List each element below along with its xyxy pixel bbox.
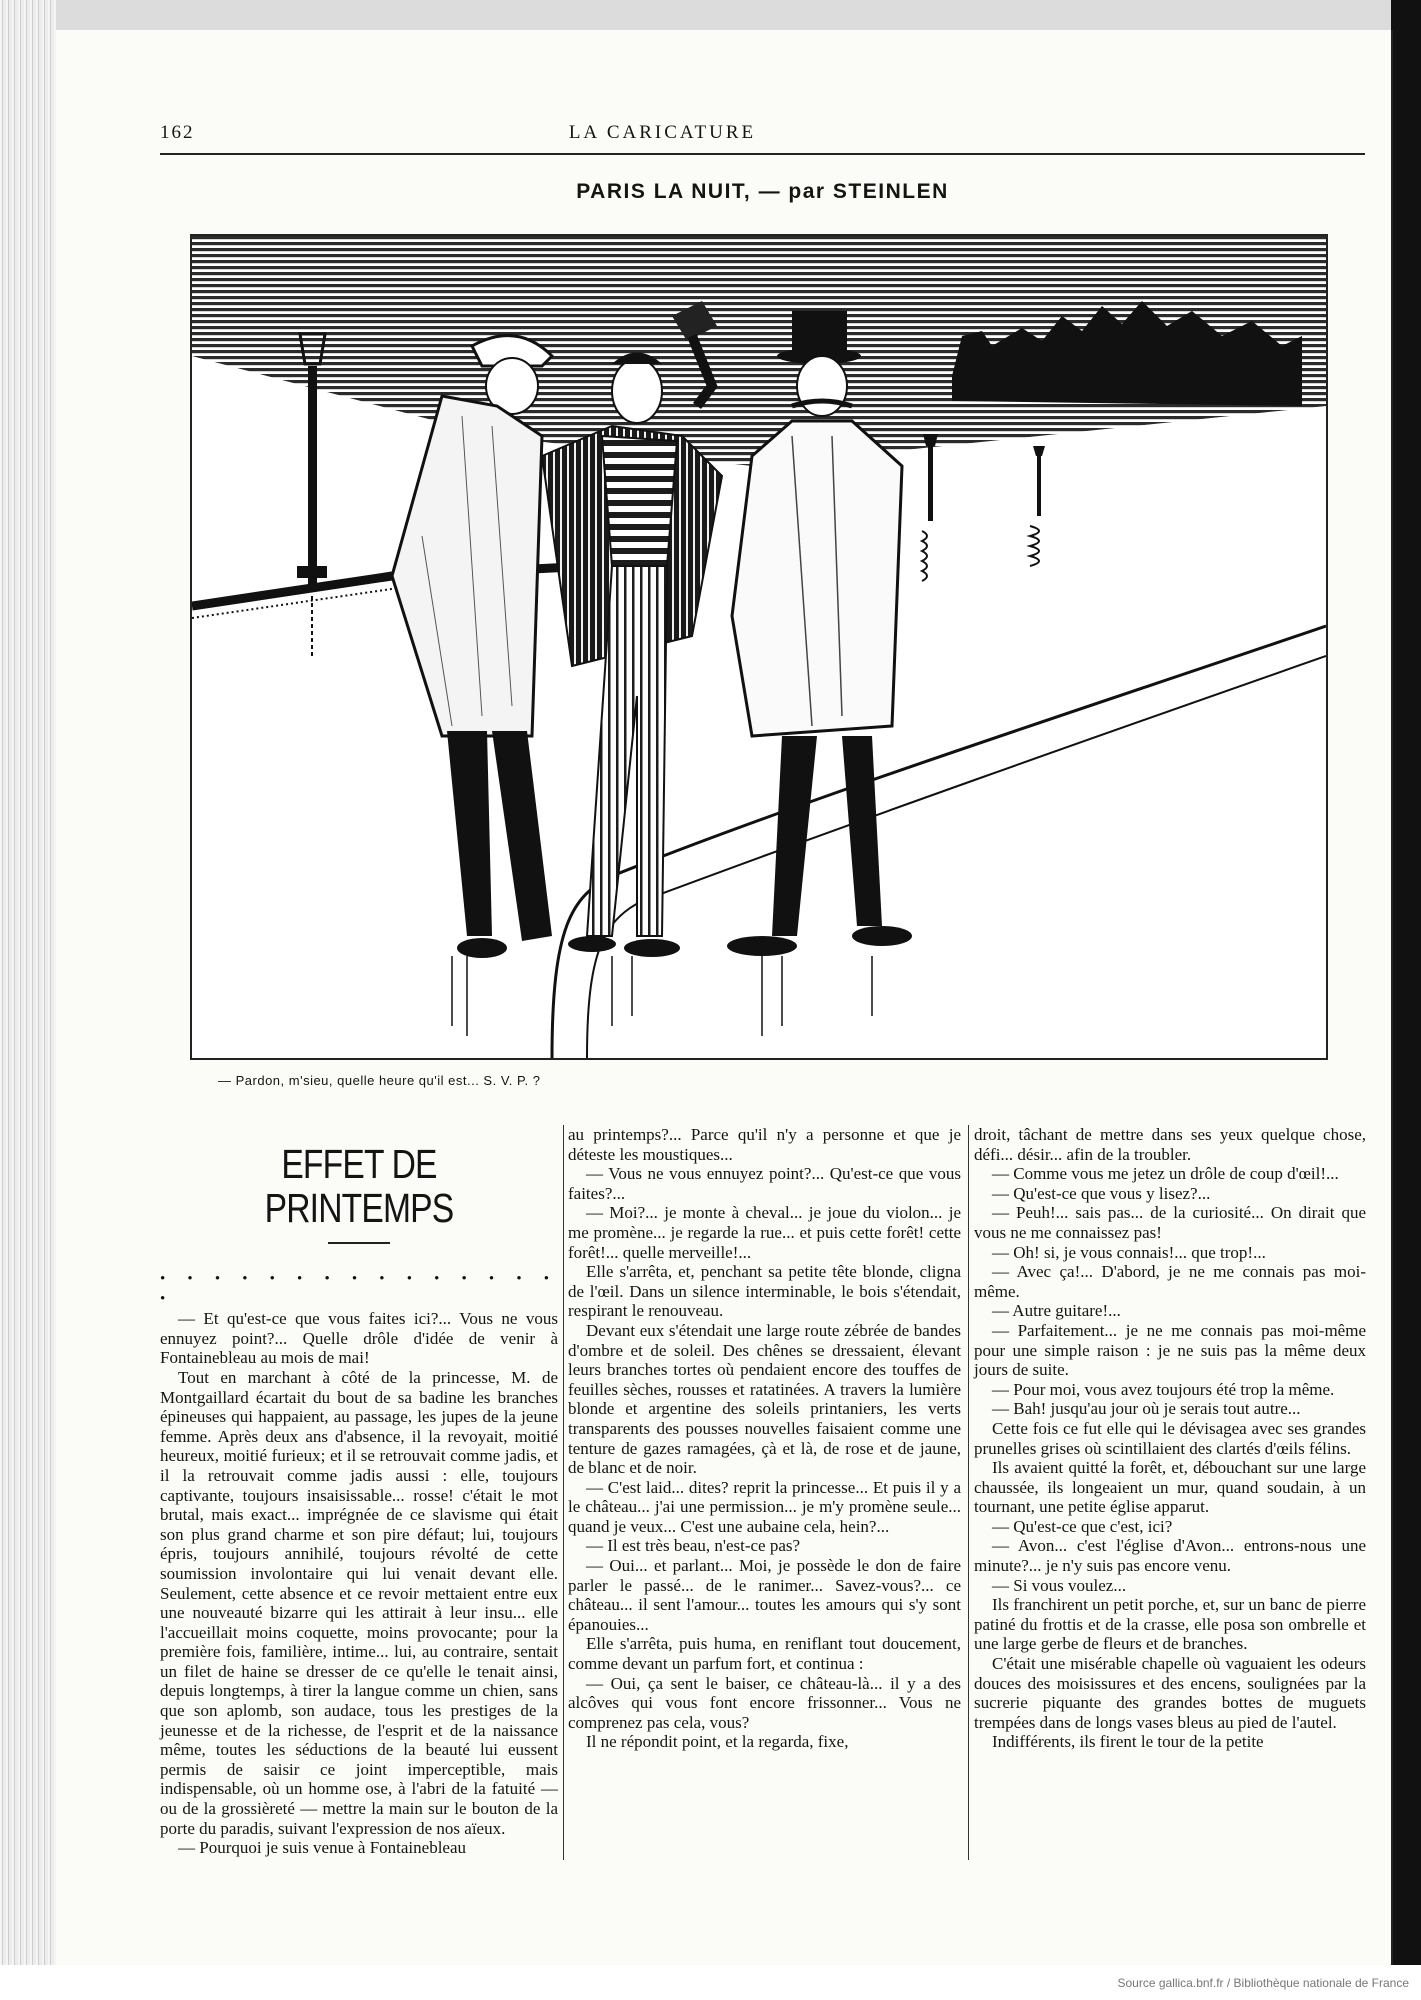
- paragraph: Tout en marchant à côté de la princesse, M. de Montgaillard écartait du bout de sa badine les branches épineuses qui happaient, au passage, les jupes de la jeune femme. Après deux ans d'absence, il la revoyait, moitié heureux, moitié furieux; et il se retrouvait comme jadis, et il la retrouvait comme jadis aussi : elle, toujours captivante, toujours insaisissable... rosse! c'était le mot brutal, mais exact... imprégnée de ce slavisme qui était son plus grand charme et son pire défaut; lui, toujours épris, toujours annihilé, toujours révolté de cette soumission involontaire qui lui venait devant elle. Seulement, cette absence et ce revoir mettaient entre eux une nouveauté bizarre qui les attirait à leur insu... elle l'accueillait moins coquette, moins provocante; pour la première fois, familière, intime... lui, au contraire, sentait un filet de haine se dresser de ce qu'elle le tenait ainsi, depuis longtemps, à tirer la langue comme un chien, sans que son aplomb, son audace, tous les prestiges de la jeunesse et de la richesse, de l'esprit et de la naissance même, toutes les séductions de la beauté lui eussent permis de saisir ce joint imperceptible, mais indispensable, où un homme ose, à l'abri de la fatuité — ou de la grossièreté — mettre la main sur le bouton de la porte du paradis, suivant l'expression de nos aïeux.: [160, 1367, 558, 1838]
- paragraph: — Moi?... je monte à cheval... je joue du violon... je me promène... je regarde la rue... et puis cette forêt! cette forêt!... quelle merveille!...: [568, 1203, 961, 1262]
- header-rule: [160, 153, 1365, 155]
- article-column-2: [568, 1125, 961, 1752]
- paragraph: droit, tâchant de mettre dans ses yeux quelque chose, défi... désir... afin de la troubler.: [974, 1125, 1366, 1164]
- paragraph: Cette fois ce fut elle qui le dévisagea avec ses grandes prunelles grises où scintillaient des clartés d'œils félins.: [974, 1418, 1366, 1458]
- paragraph: Ils franchirent un petit porche, et, sur un banc de pierre patiné du frottis et de la crasse, elle posa son ombrelle et une large gerbe de fleurs et de branches.: [974, 1595, 1366, 1654]
- paragraph: — Peuh!... sais pas... de la curiosité... On dirait que vous ne me connaissez pas!: [974, 1203, 1366, 1242]
- column-divider: [563, 1125, 564, 1860]
- paragraph: — Comme vous me jetez un drôle de coup d'œil!...: [992, 1164, 1339, 1184]
- page-number: 162: [160, 122, 195, 143]
- paragraph: — Parfaitement... je ne me connais pas moi-même pour une simple raison : je ne suis pas la même deux jours de suite.: [974, 1320, 1366, 1380]
- illustration-caption: — Pardon, m'sieu, quelle heure qu'il est... S. V. P. ?: [218, 1073, 541, 1088]
- illustration-title: PARIS LA NUIT, — par STEINLEN: [576, 180, 949, 203]
- paragraph: — Et qu'est-ce que vous faites ici?... Vous ne vous ennuyez point?... Quelle drôle d'idée de venir à Fontainebleau au mois de mai!: [160, 1309, 558, 1368]
- paragraph: — Oh! si, je vous connais!... que trop!...: [992, 1242, 1266, 1262]
- street-scene-drawing: [192, 236, 1326, 1058]
- paragraph: — Oui... et parlant... Moi, je possède le don de faire parler le passé... de le ranimer... Savez-vous?... ce château... il sent l'amour... toutes les amours qui s'y sont épanouies...: [568, 1556, 961, 1634]
- article-title: EFFET DE PRINTEMPS: [264, 1141, 454, 1231]
- paragraph: au printemps?... Parce qu'il n'y a personne et que je déteste les moustiques...: [568, 1125, 961, 1164]
- column-divider: [968, 1125, 969, 1860]
- paragraph: — Vous ne vous ennuyez point?... Qu'est-ce que vous faites?...: [568, 1164, 961, 1203]
- paragraph: Elle s'arrêta, puis huma, en reniflant tout doucement, comme devant un parfum fort, et continua :: [568, 1634, 961, 1674]
- journal-title: LA CARICATURE: [568, 122, 757, 143]
- paragraph: — Si vous voulez...: [992, 1575, 1127, 1595]
- ornamental-dots: • • • • • • • • • • • • • • • •: [160, 1271, 558, 1307]
- paragraph: Indifférents, ils firent le tour de la petite: [992, 1732, 1264, 1752]
- paragraph: — Autre guitare!...: [992, 1301, 1121, 1321]
- paragraph: — Bah! jusqu'au jour où je serais tout autre...: [992, 1399, 1301, 1419]
- paragraph: — Qu'est-ce que vous y lisez?...: [992, 1183, 1211, 1203]
- paragraph: — Il est très beau, n'est-ce pas?: [586, 1536, 801, 1556]
- paragraph: C'était une misérable chapelle où vaguaient les odeurs douces des moisissures et des encens, soulignées par la sucrerie piquante des grandes bottes de muguets trempées dans de longs vases bleus au pied de l'autel.: [974, 1654, 1366, 1732]
- paragraph: Elle s'arrêta, et, penchant sa petite tête blonde, cligna de l'œil. Dans un silence interminable, le bois s'étendait, respirant le renouveau.: [568, 1262, 961, 1321]
- paragraph: — Avon... c'est l'église d'Avon... entrons-nous une minute?... je n'y suis pas encore venu.: [974, 1536, 1366, 1576]
- article-column-3: [974, 1125, 1366, 1752]
- scan-top-margin: [56, 0, 1391, 30]
- paragraph: Devant eux s'étendait une large route zébrée de bandes d'ombre et de soleil. Des chênes se dressaient, élevant leurs branches tortes où pendaient encore des touffes de feuilles sèches, rousses et ratatinées. A travers la lumière blonde et argentine des soleils printaniers, les verts transparents des pousses nouvelles faisaient comme une tenture de gazes ramagées, çà et là, de rose et de jaune, de blanc et de noir.: [568, 1320, 961, 1478]
- binding-gutter: [0, 0, 56, 1965]
- paragraph: — Qu'est-ce que c'est, ici?: [992, 1516, 1173, 1536]
- title-rule: [328, 1242, 390, 1244]
- paragraph: — Pour moi, vous avez toujours été trop la même.: [992, 1379, 1335, 1399]
- illustration-image: [190, 234, 1328, 1060]
- paragraph: — Pourquoi je suis venue à Fontainebleau: [178, 1838, 467, 1858]
- paragraph: — Avec ça!... D'abord, je ne me connais pas moi-même.: [974, 1262, 1366, 1301]
- paragraph: Il ne répondit point, et la regarda, fixe,: [586, 1732, 849, 1752]
- scan-right-edge: [1391, 0, 1421, 1965]
- source-credit: Source gallica.bnf.fr / Bibliothèque nationale de France: [1117, 1975, 1409, 1990]
- paragraph: Ils avaient quitté la forêt, et, débouchant sur une large chaussée, ils longeaient un mur, quand soudain, à un tournant, une petite église apparut.: [974, 1458, 1366, 1517]
- paragraph: — C'est laid... dites? reprit la princesse... Et puis il y a le château... j'ai une permission... je m'y promène seule... quand je veux... C'est une aubaine cela, hein?...: [568, 1477, 961, 1536]
- paragraph: — Oui, ça sent le baiser, ce château-là... il y a des alcôves qui vous font encore frissonner... Vous ne comprenez pas cela, vous?: [568, 1673, 961, 1732]
- article-column-1: [160, 1125, 558, 1858]
- source-footer: [0, 1965, 1421, 2000]
